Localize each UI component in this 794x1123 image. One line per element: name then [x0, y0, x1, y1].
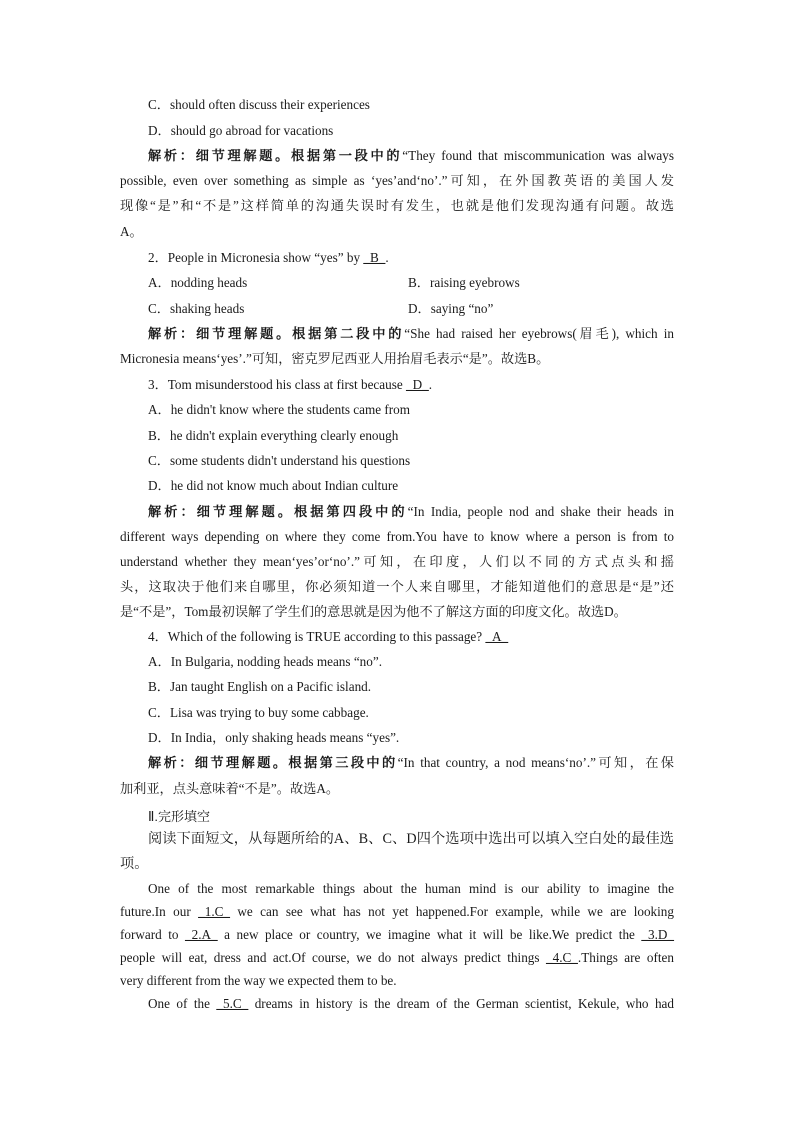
analysis-line: possible, even over something as simple as ‘yes’and‘no’.”可知，在外国教英语的美国人发 — [120, 173, 674, 188]
passage-line: One of the most remarkable things about the human mind is our ability to imagine the — [148, 881, 674, 896]
option-line: B．he didn't explain everything clearly enough — [148, 428, 399, 443]
option-line: B．Jan taught English on a Pacific island. — [148, 679, 372, 694]
analysis-quote: “In India, people nod and shake their heads in — [407, 504, 675, 519]
analysis-line: A。 — [120, 224, 143, 239]
analysis-label: 解析： — [148, 326, 197, 341]
analysis-label: 解析： — [148, 504, 197, 519]
passage-line: very different from the way we expected them to be. — [120, 973, 397, 988]
option-a: A．nodding heads — [148, 275, 248, 290]
analysis-line: 是“不是”，Tom最初误解了学生们的意思就是因为他不了解这方面的印度文化。故选D。 — [120, 604, 627, 619]
option-row — [148, 300, 674, 318]
option-row — [148, 274, 674, 292]
question-line: 3．Tom misunderstood his class at first because _D_. — [148, 377, 433, 392]
analysis-line: different ways depending on where they come from.You have to know where a person is from to — [120, 529, 674, 544]
option-line: A．In Bulgaria, nodding heads means “no”. — [148, 654, 383, 669]
analysis-type: 细节理解题。根据第二段中的 — [196, 326, 405, 341]
answer-blank: _3.D_ — [641, 927, 675, 942]
answer-blank: _B_ — [363, 250, 386, 265]
analysis-quote: “She had raised her eyebrows(眉毛), which in — [404, 326, 675, 341]
option-b: B．raising eyebrows — [408, 275, 520, 290]
option-c: C．shaking heads — [148, 301, 245, 316]
option-line: D．In India，only shaking heads means “yes”. — [148, 730, 400, 745]
option-line: C．some students didn't understand his questions — [148, 453, 411, 468]
answer-blank: _5.C_ — [216, 996, 249, 1011]
option-line: D．he did not know much about Indian culture — [148, 478, 399, 493]
option-line: A．he didn't know where the students came from — [148, 402, 411, 417]
analysis-type: 细节理解题。根据第一段中的 — [195, 148, 403, 163]
section-heading: Ⅱ.完形填空 — [148, 809, 211, 824]
analysis-quote: “In that country, a nod means‘no’.”可知，在保 — [397, 755, 674, 770]
answer-blank: _1.C_ — [198, 904, 231, 919]
option-d: D．saying “no” — [408, 301, 494, 316]
analysis-line: 加利亚，点头意味着“不是”。故选A。 — [120, 781, 340, 796]
analysis-line: 头，这取决于他们来自哪里，你必须知道一个人来自哪里，才能知道他们的意思是“是”还 — [120, 579, 674, 594]
analysis-line: 现像“是”和“不是”这样简单的沟通失误时有发生，也就是他们发现沟通有问题。故选 — [120, 198, 674, 213]
passage-line: future.In our _1.C_ we can see what has not yet happened.For example, while we are looking — [120, 904, 674, 919]
answer-blank: _2.A_ — [185, 927, 218, 942]
instruction-line: 阅读下面短文，从每题所给的A、B、C、D四个选项中选出可以填入空白处的最佳选 — [148, 831, 674, 847]
analysis-type: 细节理解题。根据第三段中的 — [194, 755, 398, 770]
answer-blank: _D_ — [406, 377, 429, 392]
answer-blank: _A_ — [485, 629, 509, 644]
analysis-line — [148, 754, 674, 772]
question-line: 2．People in Micronesia show “yes” by _B_. — [148, 250, 389, 265]
option-line: D．should go abroad for vacations — [148, 123, 334, 138]
analysis-line — [148, 147, 674, 165]
analysis-line — [148, 325, 674, 343]
instruction-line: 项。 — [120, 856, 149, 872]
question-line: 4．Which of the following is TRUE according to this passage? _A_ — [148, 629, 509, 644]
passage-line: forward to _2.A_ a new place or country, we imagine what it will be like.We predict the _3.D_ — [120, 927, 675, 942]
option-line: C．Lisa was trying to buy some cabbage. — [148, 705, 369, 720]
passage-line: people will eat, dress and act.Of course, we do not always predict things _4.C_.Things are often — [120, 950, 674, 965]
option-line: C．should often discuss their experiences — [148, 97, 370, 112]
analysis-line: Micronesia means‘yes’.”可知，密克罗尼西亚人用抬眉毛表示“是”。故选B。 — [120, 351, 550, 366]
analysis-quote: “They found that miscommunication was always — [402, 148, 675, 163]
passage-line: One of the _5.C_ dreams in history is the dream of the German scientist, Kekule, who had — [148, 996, 674, 1011]
answer-blank: _4.C_ — [546, 950, 578, 965]
analysis-label: 解析： — [148, 148, 196, 163]
analysis-type: 细节理解题。根据第四段中的 — [196, 504, 408, 519]
analysis-label: 解析： — [148, 755, 195, 770]
analysis-line: understand whether they mean‘yes’or‘no’.”可知，在印度，人们以不同的方式点头和摇 — [120, 554, 674, 569]
analysis-line — [148, 503, 674, 521]
